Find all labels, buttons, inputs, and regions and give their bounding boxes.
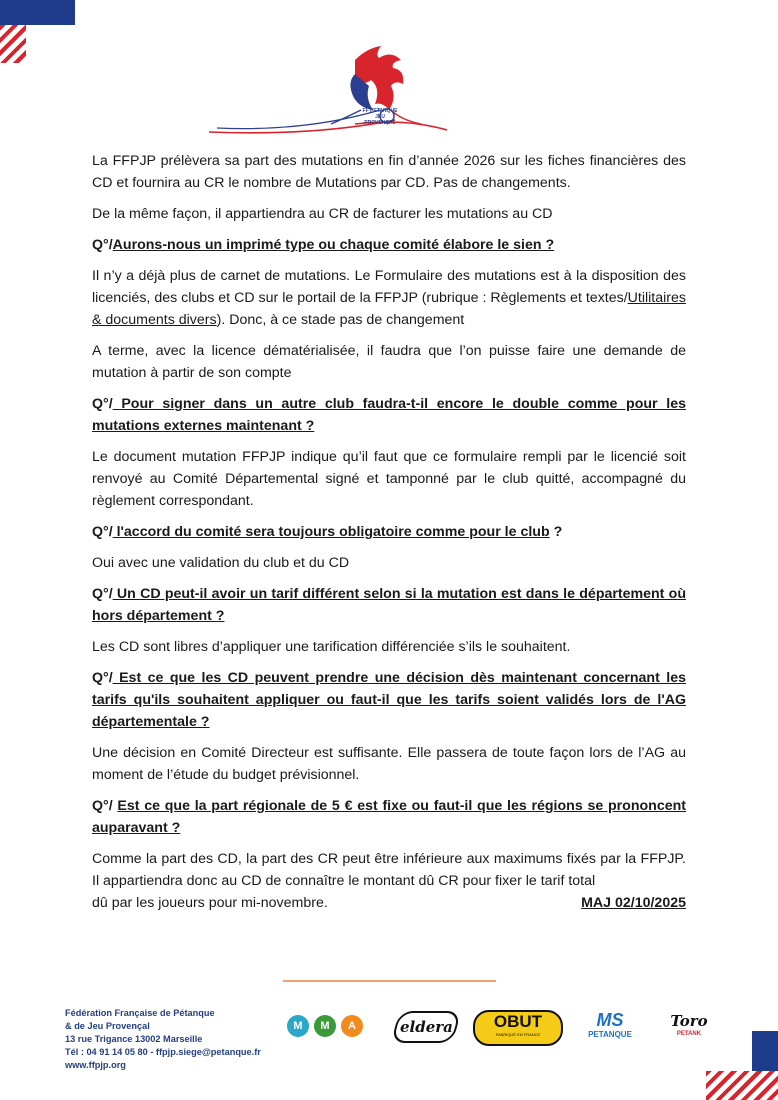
- question-1-prefix: Q°/: [92, 237, 113, 253]
- address-line-federation-2: & de Jeu Provençal: [65, 1021, 150, 1031]
- answer-6-last: dû par les joueurs pour mi-novembre.: [92, 895, 328, 911]
- address-line-contact[interactable]: Tél : 04 91 14 05 80 - ffpjp.siege@petanque.fr: [65, 1047, 261, 1057]
- footer-address: [65, 1007, 305, 1072]
- toro-logo-subtext: PETANK: [676, 1031, 702, 1037]
- answer-6: Comme la part des CD, la part des CR peut être inférieure aux maximums fixés par la FFPJP. Il appartiendra donc au CD de connaître le montant dû CR pour fixer le tarif total: [92, 851, 686, 889]
- answer-6-last-line: [92, 892, 686, 914]
- utilitaires-link[interactable]: Utilitaires & documents divers: [92, 290, 686, 328]
- mma-logo-m2: M: [314, 1015, 336, 1037]
- toro-logo-text: Toro: [670, 1012, 708, 1030]
- ms-petanque-logo: [580, 1010, 640, 1042]
- question-3: [92, 521, 686, 543]
- ms-logo-subtext: PETANQUE: [588, 1030, 632, 1039]
- footer-divider: [283, 980, 496, 982]
- top-left-stripes: [0, 25, 26, 63]
- obut-subtext: FABRIQUÉ EN FRANCE: [495, 1032, 541, 1037]
- answer-1-part1: Il n’y a déjà plus de carnet de mutations. Le Formulaire des mutations est à la disposition des licenciés, des clubs et CD sur le portail de la FFPJP (rubrique : Règlements et textes/: [92, 268, 686, 306]
- top-left-corner-block: [0, 0, 75, 25]
- question-2: [92, 393, 686, 437]
- answer-2: Le document mutation FFPJP indique qu’il faut que ce formulaire rempli par le licencié soit renvoyé au Comité Départemental signé et tamponné par le club quitté, accompagné du règlement correspondant.: [92, 449, 686, 509]
- answer-4: Les CD sont libres d’appliquer une tarification différenciée s’ils le souhaitent.: [92, 639, 571, 655]
- ms-logo-text: MS: [596, 1010, 624, 1030]
- question-6-text: Est ce que la part régionale de 5 € est fixe ou faut-il que les régions se prononcent auparavant ?: [92, 798, 687, 836]
- question-1: [92, 234, 686, 256]
- mma-logo-m1: M: [287, 1015, 309, 1037]
- update-date: MAJ 02/10/2025: [581, 895, 686, 911]
- question-2-text: Pour signer dans un autre club faudra-t-il encore le double comme pour les mutations externes maintenant ?: [92, 396, 686, 434]
- paragraph-1: La FFPJP prélèvera sa part des mutations en fin d’année 2026 sur les fiches financières des CD et fournira au CR le nombre de Mutations par CD. Pas de changements.: [92, 153, 686, 191]
- question-3-text: l'accord du comité sera toujours obligatoire comme pour le club: [112, 524, 550, 540]
- bottom-right-stripes: [706, 1071, 778, 1100]
- question-1-text: Aurons-nous un imprimé type ou chaque comité élabore le sien ?: [112, 237, 555, 253]
- address-line-website[interactable]: www.ffpjp.org: [65, 1060, 126, 1070]
- question-2-prefix: Q°/: [92, 396, 113, 412]
- address-line-street: 13 rue Trigance 13002 Marseille: [65, 1034, 203, 1044]
- question-4-prefix: Q°/: [92, 586, 113, 602]
- eldera-logo: [391, 1011, 462, 1043]
- question-3-prefix: Q°/: [92, 524, 113, 540]
- question-5-prefix: Q°/: [92, 670, 113, 686]
- document-body: [92, 150, 686, 914]
- answer-3: Oui avec une validation du club et du CD: [92, 555, 350, 571]
- eldera-text: eldera: [399, 1018, 453, 1036]
- logo-text-line1: FF PETANQUE: [362, 108, 398, 114]
- question-6: [92, 795, 686, 839]
- mma-logo-a: A: [341, 1015, 363, 1037]
- obut-logo: [473, 1010, 563, 1046]
- ffpjp-rooster-logo: [205, 40, 451, 140]
- question-4: [92, 583, 686, 627]
- answer-1: [92, 265, 686, 331]
- question-5: [92, 667, 686, 733]
- answer-1b: A terme, avec la licence dématérialisée, il faudra que l’on puisse faire une demande de mutation à partir de son compte: [92, 343, 686, 381]
- answer-1-part2: ). Donc, à ce stade pas de changement: [216, 312, 465, 328]
- question-6-prefix: Q°/: [92, 798, 118, 814]
- logo-text: [360, 108, 400, 126]
- answer-5: Une décision en Comité Directeur est suffisante. Elle passera de toute façon lors de l’AG au moment de l’étude du budget prévisionnel.: [92, 745, 686, 783]
- paragraph-2: De la même façon, il appartiendra au CR de facturer les mutations au CD: [92, 206, 553, 222]
- question-4-text: Un CD peut-il avoir un tarif différent selon si la mutation est dans le département où hors département ?: [92, 586, 686, 624]
- toro-petank-logo: [664, 1012, 714, 1042]
- obut-text: OBUT: [493, 1012, 543, 1031]
- question-3-suffix: ?: [549, 524, 563, 540]
- logo-text-line2: JEU PROVENÇAL: [364, 114, 396, 126]
- address-line-federation: Fédération Française de Pétanque: [65, 1008, 215, 1018]
- question-5-text: Est ce que les CD peuvent prendre une décision dès maintenant concernant les tarifs qu'ils souhaitent appliquer ou faut-il que les tarifs soient validés lors de l'AG départementale ?: [92, 670, 686, 730]
- bottom-right-corner-block: [752, 1031, 778, 1071]
